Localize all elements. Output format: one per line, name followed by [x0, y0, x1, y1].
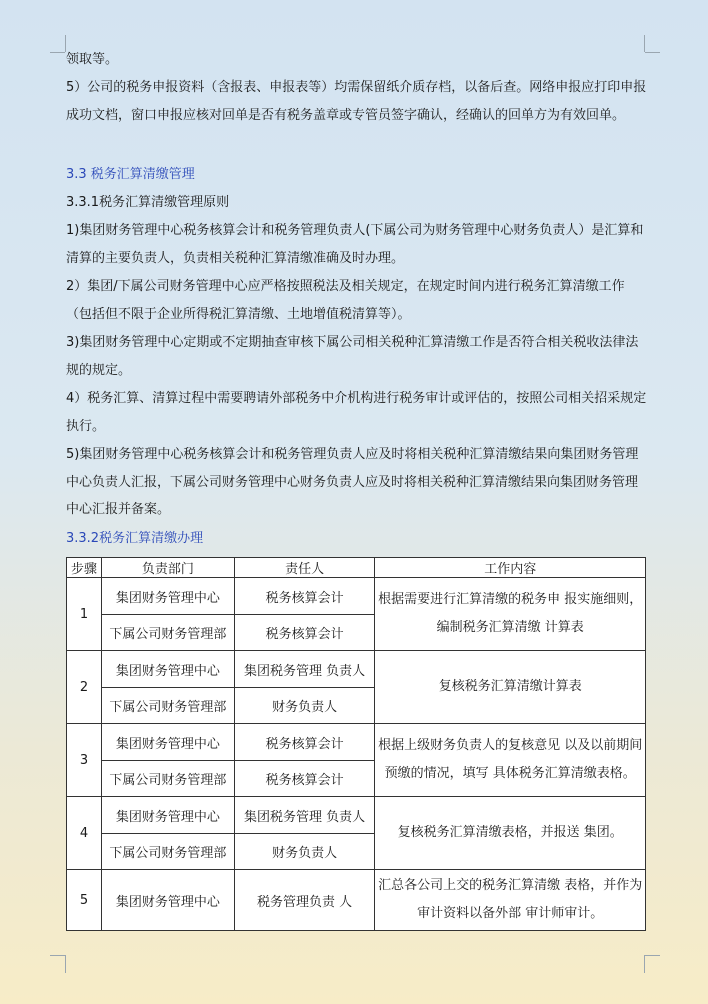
crop-mark-top-left [50, 52, 65, 53]
paragraph-continuation: 领取等。 [66, 52, 119, 67]
department-cell: 集团财务管理中心 [101, 651, 234, 688]
person-cell: 集团税务管理 负责人 [234, 797, 375, 834]
person-cell: 税务核算会计 [234, 761, 375, 797]
table-header-row [67, 558, 646, 578]
table-row [67, 870, 646, 931]
rule-item-2: 2）集团/下属公司财务管理中心应严格按照税法及相关规定，在规定时间内进行税务汇算清缴工作（包括但不限于企业所得税汇算清缴、土地增值税清算等）。 [66, 279, 625, 322]
rule-item-5: 5)集团财务管理中心税务核算会计和税务管理负责人应及时将相关税种汇算清缴结果向集团财务管理中心负责人汇报，下属公司财务管理中心财务负责人应及时将相关税种汇算清缴结果向集团财务管理中心汇报并备案。 [66, 447, 639, 517]
step-number: 5 [67, 870, 102, 931]
step-number: 2 [67, 651, 102, 724]
department-cell: 集团财务管理中心 [101, 870, 234, 931]
person-cell: 税务管理负责 人 [234, 870, 375, 931]
paragraph-filing-archive: 5）公司的税务申报资料（含报表、申报表等）均需保留纸介质存档，以备后查。网络申报应打印申报成功文档，窗口申报应核对回单是否有税务盖章或专管员签字确认，经确认的回单方为有效回单。 [66, 80, 647, 123]
person-cell: 税务核算会计 [234, 578, 375, 615]
department-cell: 集团财务管理中心 [101, 724, 234, 761]
rule-item-4: 4）税务汇算、清算过程中需要聘请外部税务中介机构进行税务审计或评估的，按照公司相关招采规定执行。 [66, 391, 647, 434]
department-cell: 集团财务管理中心 [101, 797, 234, 834]
person-cell: 税务核算会计 [234, 724, 375, 761]
table-row [67, 724, 646, 761]
work-content-cell: 根据上级财务负责人的复核意见 以及以前期间预缴的情况，填写 具体税务汇算清缴表格。 [375, 724, 646, 797]
work-content-cell: 复核税务汇算清缴表格，并报送 集团。 [375, 797, 646, 870]
department-cell: 集团财务管理中心 [101, 578, 234, 615]
work-content-cell: 复核税务汇算清缴计算表 [375, 651, 646, 724]
settlement-steps-table [66, 557, 646, 931]
rule-item-3: 3)集团财务管理中心定期或不定期抽查审核下属公司相关税种汇算清缴工作是否符合相关税收法律法规的规定。 [66, 335, 639, 378]
header-department: 负责部门 [101, 558, 234, 578]
step-number: 1 [67, 578, 102, 651]
work-content-cell: 汇总各公司上交的税务汇算清缴 表格，并作为审计资料以备外部 审计师审计。 [375, 870, 646, 931]
rule-item-1: 1)集团财务管理中心税务核算会计和税务管理负责人(下属公司为财务管理中心财务负责人）是汇算和清算的主要负责人，负责相关税种汇算清缴准确及时办理。 [66, 223, 644, 266]
section-heading-3-3: 3.3 税务汇算清缴管理 [66, 167, 195, 182]
step-number: 4 [67, 797, 102, 870]
header-step: 步骤 [67, 558, 102, 578]
department-cell: 下属公司财务管理部 [101, 688, 234, 724]
person-cell: 财务负责人 [234, 688, 375, 724]
person-cell: 集团税务管理 负责人 [234, 651, 375, 688]
department-cell: 下属公司财务管理部 [101, 761, 234, 797]
work-content-cell: 根据需要进行汇算清缴的税务申 报实施细则，编制税务汇算清缴 计算表 [375, 578, 646, 651]
header-person: 责任人 [234, 558, 375, 578]
table-row [67, 578, 646, 615]
department-cell: 下属公司财务管理部 [101, 834, 234, 870]
crop-mark-bottom-left [50, 955, 65, 956]
crop-mark-bottom-left [65, 955, 66, 973]
table-row [67, 797, 646, 834]
person-cell: 财务负责人 [234, 834, 375, 870]
department-cell: 下属公司财务管理部 [101, 615, 234, 651]
subsection-heading-3-3-2: 3.3.2税务汇算清缴办理 [66, 531, 204, 546]
step-number: 3 [67, 724, 102, 797]
crop-mark-bottom-right [644, 955, 645, 973]
table-row [67, 651, 646, 688]
header-work: 工作内容 [375, 558, 646, 578]
person-cell: 税务核算会计 [234, 615, 375, 651]
subsection-heading-3-3-1: 3.3.1税务汇算清缴管理原则 [66, 195, 230, 210]
crop-mark-bottom-right [645, 955, 660, 956]
